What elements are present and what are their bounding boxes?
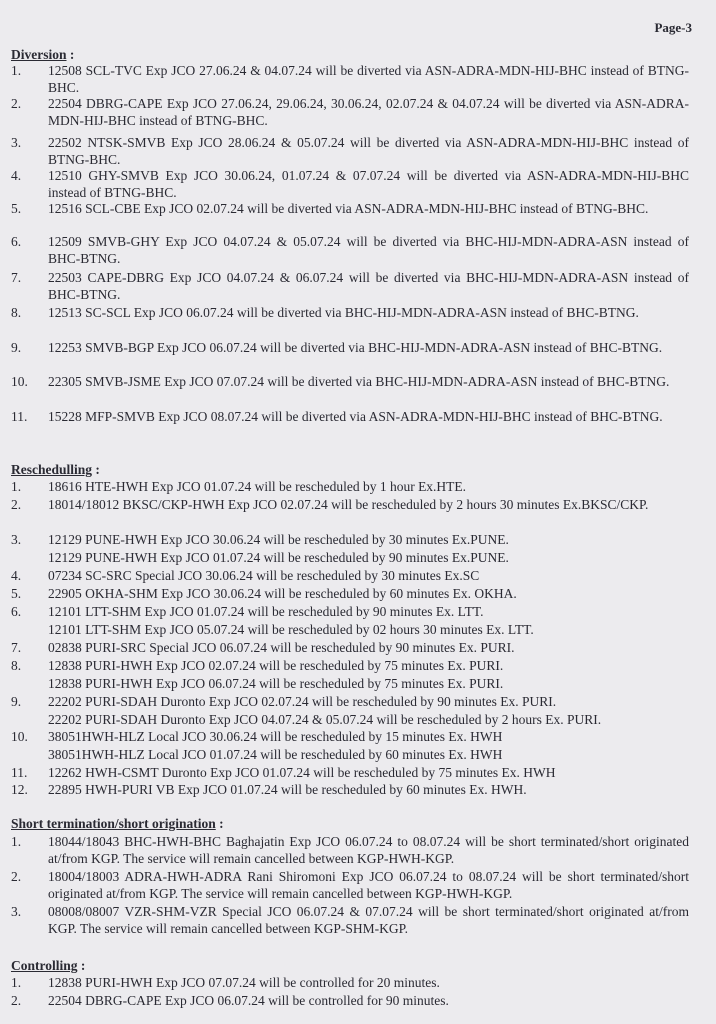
list-item: 10. 22305 SMVB-JSME Exp JCO 07.07.24 will be diverted via BHC-HIJ-MDN-ADRA-ASN instead of BHC-BTNG.	[11, 374, 670, 389]
list-item: 2. 22504 DBRG-CAPE Exp JCO 27.06.24, 29.06.24, 30.06.24, 02.07.24 & 04.07.24 will be diverted via ASN-ADRA-MDN-HIJ-BHC instead of BTNG-BHC.	[11, 96, 689, 128]
list-item: 2. 22504 DBRG-CAPE Exp JCO 06.07.24 will be controlled for 90 minutes.	[11, 993, 449, 1008]
list-item: 11. 12262 HWH-CSMT Duronto Exp JCO 01.07.24 will be rescheduled by 75 minutes Ex. HWH	[11, 765, 556, 780]
section-title-rescheduling: Reschedulling :	[11, 462, 100, 477]
list-item: 4. 12510 GHY-SMVB Exp JCO 30.06.24, 01.07.24 & 07.07.24 will be diverted via ASN-ADRA-MDN-HIJ-BHC instead of BTNG-BHC.	[11, 168, 689, 200]
list-item: 9. 12253 SMVB-BGP Exp JCO 06.07.24 will be diverted via BHC-HIJ-MDN-ADRA-ASN instead of BHC-BTNG.	[11, 340, 663, 355]
page-number: Page-3	[654, 20, 692, 35]
section-title-short-termination: Short termination/short origination :	[11, 816, 224, 831]
section-title-controlling: Controlling :	[11, 958, 86, 973]
list-item: 1. 18616 HTE-HWH Exp JCO 01.07.24 will be rescheduled by 1 hour Ex.HTE.	[11, 479, 467, 494]
list-item: 22202 PURI-SDAH Duronto Exp JCO 04.07.24 & 05.07.24 will be rescheduled by 2 hours Ex. PURI.	[48, 712, 602, 727]
list-item: 8. 12513 SC-SCL Exp JCO 06.07.24 will be diverted via BHC-HIJ-MDN-ADRA-ASN instead of BHC-BTNG.	[11, 305, 639, 320]
list-item: 38051HWH-HLZ Local JCO 01.07.24 will be rescheduled by 60 minutes Ex. HWH	[48, 747, 503, 762]
list-item: 5. 12516 SCL-CBE Exp JCO 02.07.24 will be diverted via ASN-ADRA-MDN-HIJ-BHC instead of BTNG-BHC.	[11, 201, 649, 216]
list-item: 3. 08008/08007 VZR-SHM-VZR Special JCO 06.07.24 & 07.07.24 will be short terminated/short originated at/from KGP. The service will remain cancelled between KGP-SHM-KGP.	[11, 904, 689, 936]
list-item: 2. 18014/18012 BKSC/CKP-HWH Exp JCO 02.07.24 will be rescheduled by 2 hours 30 minutes Ex.BKSC/CKP.	[11, 497, 649, 512]
list-item: 1. 12838 PURI-HWH Exp JCO 07.07.24 will be controlled for 20 minutes.	[11, 975, 440, 990]
list-item: 12101 LTT-SHM Exp JCO 05.07.24 will be rescheduled by 02 hours 30 minutes Ex. LTT.	[48, 622, 534, 637]
list-item: 7. 22503 CAPE-DBRG Exp JCO 04.07.24 & 06.07.24 will be diverted via BHC-HIJ-MDN-ADRA-ASN instead of BHC-BTNG.	[11, 270, 689, 302]
list-item: 11. 15228 MFP-SMVB Exp JCO 08.07.24 will be diverted via ASN-ADRA-MDN-HIJ-BHC instead of BHC-BTNG.	[11, 409, 663, 424]
list-item: 9. 22202 PURI-SDAH Duronto Exp JCO 02.07.24 will be rescheduled by 90 minutes Ex. PURI.	[11, 694, 557, 709]
list-item: 3. 12129 PUNE-HWH Exp JCO 30.06.24 will be rescheduled by 30 minutes Ex.PUNE.	[11, 532, 509, 547]
list-item: 10. 38051HWH-HLZ Local JCO 30.06.24 will be rescheduled by 15 minutes Ex. HWH	[11, 729, 503, 744]
list-item: 12129 PUNE-HWH Exp JCO 01.07.24 will be rescheduled by 90 minutes Ex.PUNE.	[48, 550, 509, 565]
list-item: 1. 12508 SCL-TVC Exp JCO 27.06.24 & 04.07.24 will be diverted via ASN-ADRA-MDN-HIJ-BHC instead of BTNG-BHC.	[11, 63, 689, 95]
list-item: 7. 02838 PURI-SRC Special JCO 06.07.24 will be rescheduled by 90 minutes Ex. PURI.	[11, 640, 515, 655]
list-item: 2. 18004/18003 ADRA-HWH-ADRA Rani Shiromoni Exp JCO 06.07.24 to 08.07.24 will be short terminated/short originated at/from KGP. The service will remain cancelled between KGP-HWH-KGP.	[11, 869, 689, 901]
list-item: 4. 07234 SC-SRC Special JCO 30.06.24 will be rescheduled by 30 minutes Ex.SC	[11, 568, 480, 583]
list-item: 6. 12101 LTT-SHM Exp JCO 01.07.24 will be rescheduled by 90 minutes Ex. LTT.	[11, 604, 484, 619]
list-item: 5. 22905 OKHA-SHM Exp JCO 30.06.24 will be rescheduled by 60 minutes Ex. OKHA.	[11, 586, 517, 601]
list-item: 6. 12509 SMVB-GHY Exp JCO 04.07.24 & 05.07.24 will be diverted via BHC-HIJ-MDN-ADRA-ASN instead of BHC-BTNG.	[11, 234, 689, 266]
list-item: 12838 PURI-HWH Exp JCO 06.07.24 will be rescheduled by 75 minutes Ex. PURI.	[48, 676, 504, 691]
list-item: 8. 12838 PURI-HWH Exp JCO 02.07.24 will be rescheduled by 75 minutes Ex. PURI.	[11, 658, 504, 673]
section-title-diversion: Diversion :	[11, 47, 75, 62]
list-item: 1. 18044/18043 BHC-HWH-BHC Baghajatin Exp JCO 06.07.24 to 08.07.24 will be short terminated/short originated at/from KGP. The service will remain cancelled between KGP-HWH-KGP.	[11, 834, 689, 866]
list-item: 12. 22895 HWH-PURI VB Exp JCO 01.07.24 will be rescheduled by 60 minutes Ex. HWH.	[11, 782, 527, 797]
list-item: 3. 22502 NTSK-SMVB Exp JCO 28.06.24 & 05.07.24 will be diverted via ASN-ADRA-MDN-HIJ-BHC instead of BTNG-BHC.	[11, 135, 689, 167]
